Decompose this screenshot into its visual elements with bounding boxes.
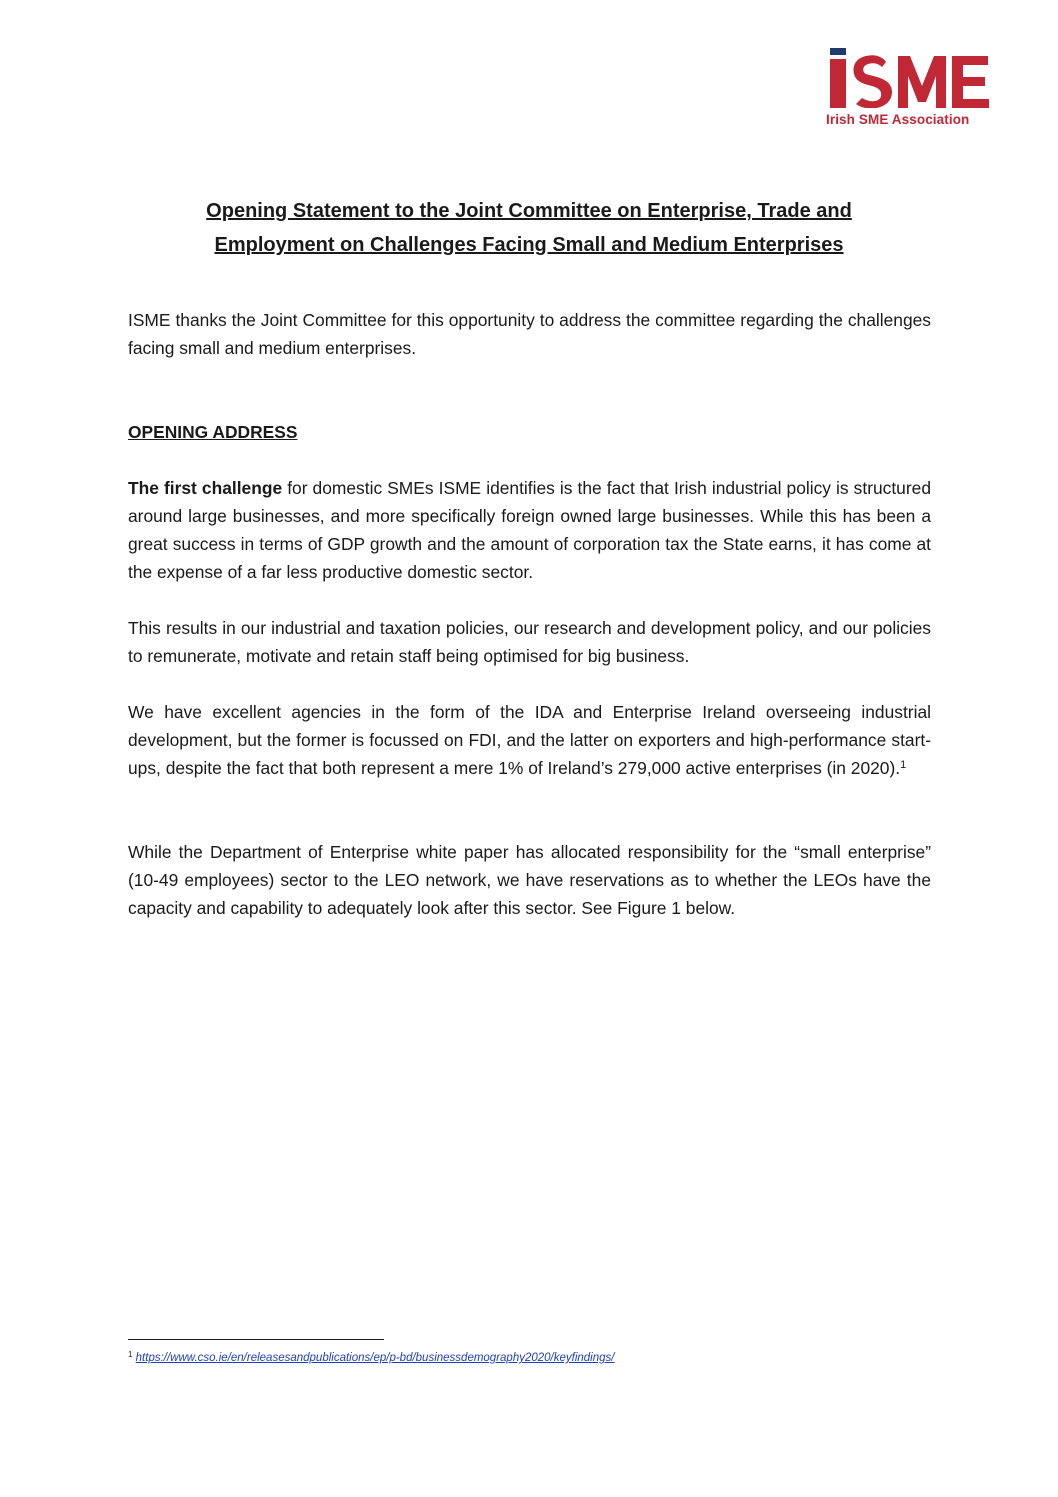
- intro-paragraph: ISME thanks the Joint Committee for this opportunity to address the committee regarding the challenges facing small and medium enterprises.: [128, 310, 931, 358]
- footnote-number: 1: [128, 1350, 133, 1359]
- paragraph-text: for domestic SMEs ISME identifies is the fact that Irish industrial policy is structured around large businesses, and more specifically foreign owned large businesses. While this has been a great success in terms of GDP growth and the amount of corporation tax the State earns, it has come at the expense of a far less productive domestic sector.: [128, 478, 931, 582]
- section-heading: OPENING ADDRESS: [128, 422, 298, 442]
- document-title: Opening Statement to the Joint Committee on Enterprise, Trade and Employment on Challenges Facing Small and Medium Enterprises: [206, 200, 852, 256]
- footnote-link[interactable]: https://www.cso.ie/en/releasesandpublications/ep/p-bd/businessdemography2020/keyfindings/: [135, 1352, 615, 1364]
- paragraph-policies: This results in our industrial and taxation policies, our research and development policy, and our policies to remunerate, motivate and retain staff being optimised for big business.: [128, 618, 931, 666]
- footnote-reference[interactable]: 1: [900, 759, 907, 771]
- footnote: [128, 1350, 614, 1366]
- logo-tagline: [826, 112, 990, 127]
- paragraph-white-paper: While the Department of Enterprise white paper has allocated responsibility for the “small enterprise” (10-49 employees) sector to the LEO network, we have reservations as to whether the LEOs have the capacity and capability to adequately look after this sector. See Figure 1 below.: [128, 842, 931, 918]
- paragraph-first-challenge: [128, 474, 931, 586]
- logo-tagline-part3: Association: [888, 112, 970, 127]
- footnote-divider: [128, 1339, 384, 1340]
- paragraph-agencies: [128, 698, 931, 782]
- logo-tagline-part1: Irish: [826, 112, 859, 127]
- isme-logo-mark: [826, 48, 990, 108]
- paragraph-text: We have excellent agencies in the form of the IDA and Enterprise Ireland overseeing industrial development, but the former is focussed on FDI, and the latter on exporters and high-performance start-ups, despite the fact that both represent a mere 1% of Ireland’s 279,000 active enterprises (in 2020).: [128, 702, 931, 778]
- isme-logo: [826, 48, 990, 132]
- logo-tagline-part2: SME: [858, 112, 889, 127]
- paragraph-lead: The first challenge: [128, 478, 283, 498]
